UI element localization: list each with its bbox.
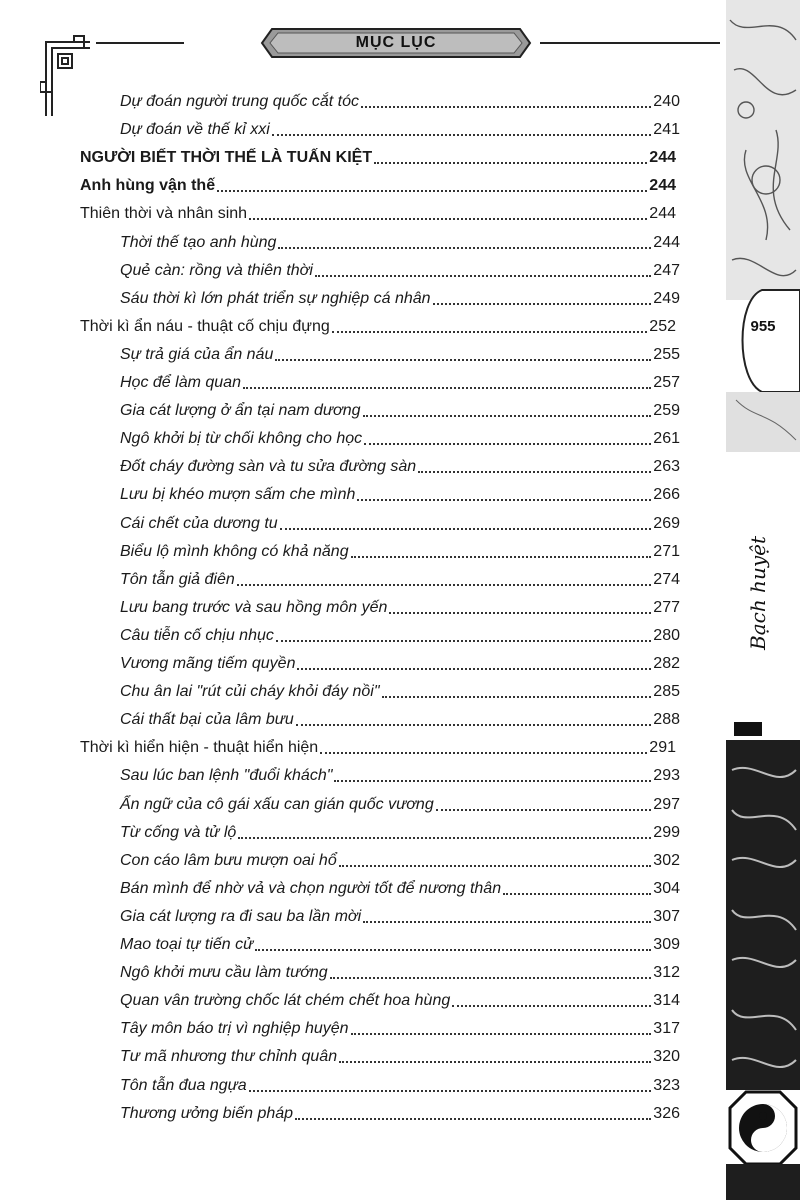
toc-leader-dots <box>249 206 647 220</box>
toc-entry[interactable] <box>120 1017 680 1039</box>
toc-entry[interactable] <box>120 90 680 112</box>
toc-entry-page: 259 <box>653 402 680 420</box>
toc-leader-dots <box>315 263 651 277</box>
toc-leader-dots <box>276 628 651 642</box>
toc-entry[interactable] <box>120 764 680 786</box>
toc-entry-page: 288 <box>653 711 680 729</box>
toc-leader-dots <box>332 319 648 333</box>
toc-entry-title: Sự trả giá của ẩn náu <box>120 345 274 363</box>
toc-entry-title: Chu ân lai "rút củi cháy khỏi đáy nồi" <box>120 683 380 701</box>
toc-entry[interactable] <box>120 259 680 281</box>
toc-leader-dots <box>297 656 651 670</box>
toc-entry[interactable] <box>120 708 680 730</box>
toc-entry-title: Học để làm quan <box>120 374 241 391</box>
toc-entry-title: NGƯỜI BIẾT THỜI THẾ LÀ TUẤN KIỆT <box>80 149 373 167</box>
toc-entry-page: 309 <box>653 936 680 953</box>
toc-entry-title: Tôn tẫn giả điên <box>120 570 235 588</box>
toc-entry-title: Mao toại tự tiến cử <box>120 936 254 953</box>
toc-entry-page: 263 <box>653 458 680 476</box>
toc-entry[interactable] <box>120 540 680 562</box>
toc-entry-title: Sau lúc ban lệnh "đuổi khách" <box>120 767 333 785</box>
toc-leader-dots <box>363 909 651 923</box>
toc-entry[interactable] <box>120 371 680 393</box>
toc-entry[interactable] <box>120 961 680 983</box>
toc-entry-page: 247 <box>653 261 680 279</box>
toc-leader-dots <box>320 740 647 754</box>
toc-leader-dots <box>374 150 647 164</box>
toc-leader-dots <box>334 768 651 782</box>
toc-leader-dots <box>357 487 651 501</box>
toc-entry-title: Gia cát lượng ra đi sau ba lần mời <box>120 907 362 925</box>
toc-entry-title: Lưu bị khéo mượn sấm che mình <box>120 486 356 504</box>
toc-entry[interactable] <box>120 793 680 815</box>
toc-entry[interactable] <box>120 118 680 140</box>
toc-leader-dots <box>339 853 652 867</box>
corner-ornament-icon <box>40 32 96 122</box>
toc-entry-page: 302 <box>653 851 680 869</box>
toc-entry[interactable] <box>120 596 680 618</box>
toc-entry-title: Câu tiễn cố chịu nhục <box>120 626 274 644</box>
toc-leader-dots <box>339 1049 651 1063</box>
toc-entry[interactable] <box>120 568 680 590</box>
toc-entry[interactable] <box>120 231 680 253</box>
header-banner <box>258 26 534 60</box>
toc-leader-dots <box>217 178 647 192</box>
toc-leader-dots <box>382 684 652 698</box>
toc-entry[interactable] <box>120 989 680 1011</box>
brand-signature: Bạch huyệt <box>746 536 770 650</box>
toc-leader-dots <box>280 516 652 530</box>
toc-entry-title: Ngô khởi mưu cầu làm tướng <box>120 964 328 982</box>
toc-entry-title: Quẻ càn: rồng và thiên thời <box>120 261 313 279</box>
toc-entry-title: Dự đoán về thế kỉ xxi <box>120 121 270 139</box>
toc-entry[interactable] <box>80 736 676 758</box>
toc-entry[interactable] <box>120 1102 680 1124</box>
toc-entry[interactable] <box>80 315 676 337</box>
toc-entry-page: 312 <box>653 964 680 982</box>
header-rule-left <box>96 42 184 44</box>
toc-entry-page: 317 <box>653 1020 680 1038</box>
toc-entry[interactable] <box>120 624 680 646</box>
toc-leader-dots <box>238 825 651 839</box>
toc-leader-dots <box>503 881 651 895</box>
toc-entry-title: Tây môn báo trị vì nghiệp huyện <box>120 1020 349 1038</box>
toc-leader-dots <box>364 431 651 445</box>
toc-leader-dots <box>272 122 652 136</box>
toc-entry-title: Biểu lộ mình không có khả năng <box>120 542 349 560</box>
toc-entry[interactable] <box>120 1074 680 1096</box>
toc-entry-page: 277 <box>653 598 680 616</box>
toc-entry[interactable] <box>120 399 680 421</box>
toc-entry-title: Thời kì hiển hiện - thuật hiển hiện <box>80 739 319 757</box>
toc-entry[interactable] <box>120 427 680 449</box>
toc-entry-page: 323 <box>653 1076 680 1094</box>
toc-leader-dots <box>351 1021 652 1035</box>
toc-entry-page: 244 <box>649 177 676 195</box>
toc-leader-dots <box>351 544 652 558</box>
toc-leader-dots <box>295 1106 651 1120</box>
page-number: 955 <box>750 318 776 335</box>
toc-entry[interactable] <box>80 146 676 168</box>
toc-entry[interactable] <box>120 455 680 477</box>
toc-entry-page: 304 <box>653 879 680 897</box>
toc-entry[interactable] <box>120 849 680 871</box>
toc-entry-page: 307 <box>653 907 680 925</box>
toc-leader-dots <box>389 600 651 614</box>
toc-entry-title: Cái thất bại của lâm bưu <box>120 711 294 729</box>
toc-entry-title: Từ cống và tử lộ <box>120 823 237 841</box>
toc-entry-title: Tôn tẫn đua ngựa <box>120 1076 247 1094</box>
toc-leader-dots <box>275 347 651 361</box>
toc-entry-title: Con cáo lâm bưu mượn oai hổ <box>120 851 337 869</box>
toc-entry-title: Đốt cháy đường sàn và tu sửa đường sàn <box>120 458 417 476</box>
toc-entry-page: 244 <box>649 149 676 167</box>
toc-entry-title: Bán mình để nhờ vả và chọn người tốt để nương thân <box>120 879 502 897</box>
toc-entry-page: 293 <box>653 767 680 785</box>
toc-entry-title: Thời kì ẩn náu - thuật cố chịu đựng <box>80 317 330 335</box>
toc-entry-page: 249 <box>653 289 680 307</box>
toc-entry-page: 280 <box>653 626 680 644</box>
toc-entry-page: 257 <box>653 374 680 391</box>
toc-entry-title: Vương mãng tiếm quyền <box>120 655 296 672</box>
toc-entry[interactable] <box>120 512 680 534</box>
toc-leader-dots <box>255 937 651 951</box>
toc-leader-dots <box>436 797 652 811</box>
toc-entry-title: Lưu bang trước và sau hồng môn yến <box>120 598 388 616</box>
toc-entry-page: 326 <box>653 1104 680 1122</box>
toc-entry-title: Ngô khởi bị từ chối không cho học <box>120 430 363 448</box>
toc-leader-dots <box>452 993 651 1007</box>
toc-entry-title: Tư mã nhương thư chỉnh quân <box>120 1048 338 1066</box>
toc-leader-dots <box>278 235 651 249</box>
toc-entry-title: Thời thế tạo anh hùng <box>120 233 277 251</box>
toc-entry-title: Anh hùng vận thế <box>80 177 216 195</box>
toc-entry-page: 244 <box>649 205 676 223</box>
toc-leader-dots <box>237 572 652 586</box>
toc-entry-page: 252 <box>649 317 676 335</box>
toc-entry-page: 274 <box>653 570 680 588</box>
toc-entry-page: 241 <box>653 121 680 139</box>
toc-leader-dots <box>243 375 651 389</box>
toc-leader-dots <box>361 94 651 108</box>
toc-entry-page: 285 <box>653 683 680 701</box>
toc-entry-page: 269 <box>653 514 680 532</box>
header-rule-right <box>540 42 720 44</box>
toc-entry[interactable] <box>120 905 680 927</box>
toc-leader-dots <box>249 1078 652 1092</box>
toc-entry-page: 297 <box>653 795 680 813</box>
toc-entry[interactable] <box>120 652 680 674</box>
toc-entry-page: 314 <box>653 992 680 1010</box>
toc-entry-title: Cái chết của dương tu <box>120 514 278 532</box>
toc-entry-title: Thương ưởng biến pháp <box>120 1104 294 1122</box>
page-title: MỤC LỤC <box>355 34 437 51</box>
toc-entry[interactable] <box>120 877 680 899</box>
toc-entry-title: Quan vân trường chốc lát chém chết hoa hùng <box>120 992 451 1010</box>
toc-entry-page: 271 <box>653 542 680 560</box>
toc-entry-page: 282 <box>653 655 680 672</box>
toc-entry-page: 299 <box>653 823 680 841</box>
toc-entry-page: 240 <box>653 93 680 110</box>
toc-entry[interactable] <box>120 933 680 955</box>
toc-leader-dots <box>418 459 651 473</box>
toc-leader-dots <box>433 291 652 305</box>
toc-entry[interactable] <box>120 287 680 309</box>
toc-entry[interactable] <box>120 1045 680 1067</box>
toc-entry[interactable] <box>120 483 680 505</box>
toc-leader-dots <box>296 712 652 726</box>
toc-entry[interactable] <box>80 174 676 196</box>
toc-entry-page: 320 <box>653 1048 680 1066</box>
toc-entry-page: 266 <box>653 486 680 504</box>
toc-entry-page: 244 <box>653 233 680 251</box>
toc-leader-dots <box>330 965 652 979</box>
toc-entry[interactable] <box>120 821 680 843</box>
toc-entry-title: Ẩn ngữ của cô gái xấu can gián quốc vương <box>120 795 434 813</box>
toc-entry[interactable] <box>120 343 680 365</box>
toc-entry[interactable] <box>80 202 676 224</box>
toc-leader-dots <box>363 403 652 417</box>
toc-entry-page: 255 <box>653 345 680 363</box>
toc-entry-title: Sáu thời kì lớn phát triển sự nghiệp cá nhân <box>120 289 431 307</box>
toc-entry-title: Thiên thời và nhân sinh <box>80 205 248 223</box>
toc-entry-title: Dự đoán người trung quốc cắt tóc <box>120 93 359 110</box>
toc-entry[interactable] <box>120 680 680 702</box>
toc-entry-title: Gia cát lượng ở ẩn tại nam dương <box>120 402 361 420</box>
toc-entry-page: 261 <box>653 430 680 448</box>
toc-entry-page: 291 <box>649 739 676 757</box>
